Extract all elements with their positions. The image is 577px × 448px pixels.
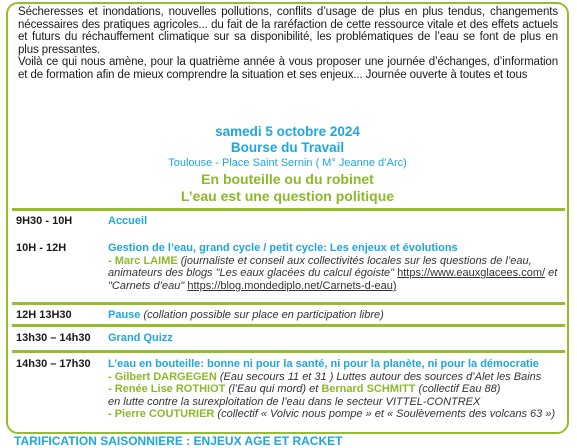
schedule-detail: (collation possible sur place en participation libre)	[140, 309, 384, 321]
divider	[12, 350, 565, 353]
event-address: Toulouse - Place Saint Sernin ( M° Jeanne d’Arc)	[168, 157, 407, 169]
divider	[12, 324, 565, 327]
schedule-time: 9H30 - 10H	[16, 215, 73, 227]
schedule-heading: Gestion de l’eau, grand cycle / petit cycle: Les enjeux et évolutions	[108, 242, 458, 254]
speaker-detail: (Eau secours 11 et 31 ) Luttes autour des sources d’Alet les Bains	[216, 370, 542, 383]
speaker-detail: en lutte contre la surexploitation de l’eau dans le secteur VITTEL-CONTREX	[108, 395, 481, 408]
schedule-time: 10H - 12H	[16, 242, 67, 254]
schedule-heading: Accueil	[108, 215, 148, 227]
event-title-line-2: L’eau est une question politique	[180, 188, 395, 204]
speaker-name: - Renée Lise ROTHIOT	[108, 383, 226, 396]
intro-paragraph-1: Sécheresses et inondations, nouvelles pollutions, conflits d’usage de plus en plus tendus, changements nécessaires des pratiques agricoles... du fait de la raréfaction de cette ressource vitale et des effets actuels et futurs du réchauffement climatique sur sa disponibilité, les problématiques de l’eau se font de plus en plus pressantes.	[18, 6, 558, 56]
schedule-time: 14h30 – 17h30	[16, 358, 91, 370]
divider	[12, 302, 565, 305]
blog-link-carnets[interactable]: https://blog.mondediplo.net/Carnets-d-eau)	[187, 279, 397, 292]
schedule-heading: Pause	[108, 309, 141, 321]
blog-link-eauxglacees[interactable]: https://www.eauxglacees.com/	[397, 267, 546, 280]
speaker-detail: (collectif « Volvic nous pompe » et « Soulèvements des volcans 63 »)	[214, 408, 556, 421]
event-title-line-1: En bouteille ou du robinet	[201, 171, 374, 187]
event-venue: Bourse du Travail	[230, 140, 345, 155]
speaker-name: Bernard SCHMITT	[321, 383, 416, 396]
speaker-detail: (collectif Eau 88)	[415, 383, 501, 396]
event-date: samedi 5 octobre 2024	[215, 124, 360, 139]
speaker-detail: (journaliste et conseil aux collectivités locales sur les questions de l’eau, animateurs des blogs "Les eaux glacées du calcul égoiste"	[108, 254, 532, 280]
speaker-detail: (l’Eau qui mord) et	[225, 383, 322, 396]
schedule-time: 13h30 – 14h30	[16, 332, 91, 344]
schedule-time: 12H 13H30	[16, 309, 72, 321]
program-frame	[6, 2, 569, 434]
speaker-name: - Pierre COUTURIER	[108, 408, 215, 421]
footer-heading: TARIFICATION SAISONNIERE : ENJEUX AGE ET RACKET	[14, 434, 343, 448]
divider	[12, 208, 565, 211]
speaker-name: - Marc LAIME	[108, 254, 178, 267]
intro-paragraph-2: Voilà ce qui nous amène, pour la quatrième année à vous proposer une journée d’échanges, d’information et de formation afin de mieux comprendre la situation et ses enjeux... Journée ouverte à toutes et tous	[18, 56, 558, 81]
schedule-heading: Grand Quizz	[108, 332, 173, 344]
speaker-name: - Gilbert DARGEGEN	[108, 370, 217, 383]
intro-text	[18, 6, 558, 82]
speaker-detail: et "Carnets d’eau"	[108, 267, 558, 292]
schedule-heading: L’eau en bouteille: bonne ni pour la santé, ni pour la planète, ni pour la démocratie	[108, 358, 539, 370]
